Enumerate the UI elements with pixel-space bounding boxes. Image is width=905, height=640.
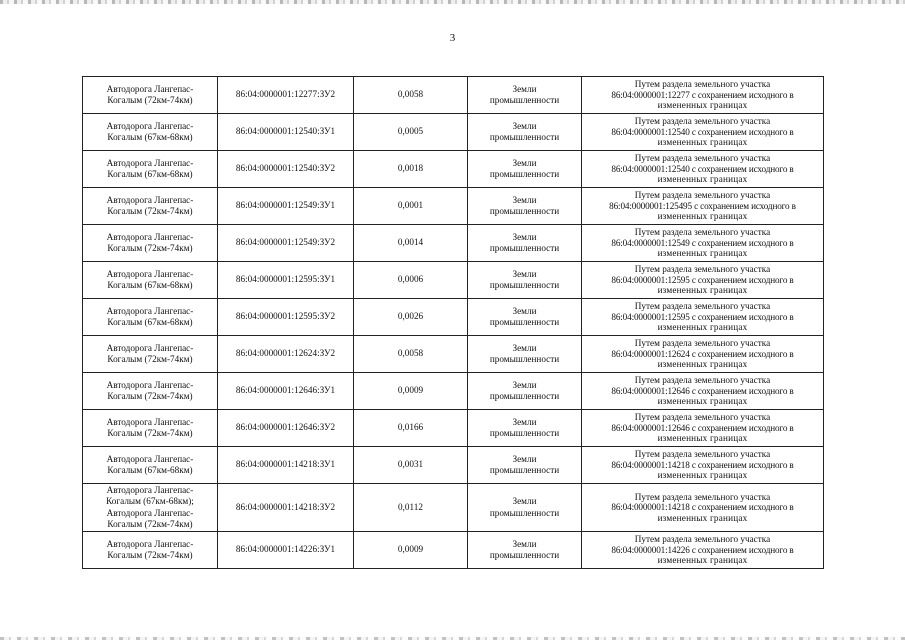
road-name-line: Когалым (72км-74км) (107, 391, 193, 401)
land-category-cell (468, 532, 582, 569)
road-name-line: Автодорога Лангепас- (106, 453, 194, 464)
road-name-line: Когалым (67км-68км); (106, 496, 194, 507)
formation-method-line: 86:04:0000001:14218 с сохранением исходного в (611, 502, 794, 513)
formation-method-line: измененных границах (657, 470, 748, 481)
road-name-line: Когалым (72км-74км) (107, 95, 193, 105)
road-name-line: Автодорога Лангепас- (106, 194, 194, 205)
road-name-line: Когалым (72км-74км) (107, 206, 193, 216)
road-name-line: Когалым (72км-74км) (107, 243, 193, 253)
land-category-line: промышленности (489, 280, 560, 290)
road-name-line: Автодорога Лангепас- (106, 416, 194, 427)
formation-method-line: 86:04:0000001:12646 с сохранением исходного в (611, 422, 794, 433)
formation-method-cell (582, 484, 824, 532)
land-category-line: промышленности (489, 391, 560, 401)
table-row (83, 151, 824, 188)
area-cell: 0,0166 (354, 410, 468, 447)
land-category-cell (468, 151, 582, 188)
formation-method-line: Путем раздела земельного участка (634, 412, 771, 423)
table-row (83, 262, 824, 299)
land-category-line: Земли (512, 538, 537, 549)
cadastral-number-cell: 86:04:0000001:12595:ЗУ1 (218, 262, 354, 299)
area-cell: 0,0001 (354, 188, 468, 225)
land-category-line: промышленности (489, 428, 560, 438)
cadastral-number-cell: 86:04:0000001:12595:ЗУ2 (218, 299, 354, 336)
formation-method-line: 86:04:0000001:12549 с сохранением исходного в (611, 237, 794, 248)
road-name-cell (83, 447, 218, 484)
formation-method-cell (582, 299, 824, 336)
table-row (83, 373, 824, 410)
area-cell: 0,0009 (354, 532, 468, 569)
table-body (83, 77, 824, 569)
land-category-cell (468, 484, 582, 532)
road-name-line: Автодорога Лангепас- (106, 268, 194, 279)
road-name-line: Когалым (72км-74км) (107, 354, 193, 364)
land-category-cell (468, 336, 582, 373)
cadastral-number-cell: 86:04:0000001:12277:ЗУ2 (218, 77, 354, 114)
land-category-line: Земли (512, 231, 537, 242)
road-name-cell (83, 373, 218, 410)
formation-method-line: Путем раздела земельного участка (634, 491, 771, 502)
road-name-line: Автодорога Лангепас- (106, 538, 194, 549)
table-row (83, 484, 824, 532)
table-row (83, 225, 824, 262)
formation-method-line: измененных границах (657, 100, 748, 111)
road-name-cell (83, 262, 218, 299)
land-category-line: Земли (512, 379, 537, 390)
formation-method-line: 86:04:0000001:12277 с сохранением исходного в (611, 89, 794, 100)
formation-method-line: измененных границах (657, 248, 748, 259)
cadastral-number-cell: 86:04:0000001:14218:ЗУ1 (218, 447, 354, 484)
formation-method-line: 86:04:0000001:14218 с сохранением исходного в (611, 459, 794, 470)
land-category-cell (468, 447, 582, 484)
land-category-line: Земли (512, 496, 537, 507)
land-category-cell (468, 262, 582, 299)
formation-method-cell (582, 410, 824, 447)
formation-method-line: Путем раздела земельного участка (634, 338, 771, 349)
road-name-line: Автодорога Лангепас- (106, 83, 194, 94)
formation-method-line: Путем раздела земельного участка (634, 264, 771, 275)
area-cell: 0,0005 (354, 114, 468, 151)
formation-method-line: Путем раздела земельного участка (634, 227, 771, 238)
formation-method-line: измененных границах (657, 396, 748, 407)
table-row (83, 410, 824, 447)
formation-method-cell (582, 151, 824, 188)
road-name-line: Автодорога Лангепас- (106, 157, 194, 168)
cadastral-number-cell: 86:04:0000001:12540:ЗУ1 (218, 114, 354, 151)
table-row (83, 299, 824, 336)
cadastral-number-cell: 86:04:0000001:12646:ЗУ2 (218, 410, 354, 447)
road-name-cell (83, 225, 218, 262)
road-name-line: Когалым (67км-68км) (107, 465, 193, 475)
land-category-line: промышленности (489, 465, 560, 475)
land-category-line: промышленности (489, 243, 560, 253)
formation-method-line: измененных границах (657, 174, 748, 185)
formation-method-cell (582, 336, 824, 373)
area-cell: 0,0014 (354, 225, 468, 262)
formation-method-line: 86:04:0000001:12624 с сохранением исходного в (611, 348, 794, 359)
formation-method-line: Путем раздела земельного участка (634, 116, 771, 127)
table-row (83, 336, 824, 373)
land-category-line: промышленности (489, 354, 560, 364)
area-cell: 0,0009 (354, 373, 468, 410)
land-category-cell (468, 188, 582, 225)
land-category-line: промышленности (489, 132, 560, 142)
page-number: 3 (449, 32, 456, 44)
road-name-line: Когалым (67км-68км) (107, 132, 193, 142)
formation-method-cell (582, 532, 824, 569)
formation-method-line: измененных границах (657, 555, 748, 566)
formation-method-line: измененных границах (657, 211, 748, 222)
formation-method-line: Путем раздела земельного участка (634, 375, 771, 386)
land-category-cell (468, 225, 582, 262)
road-name-line: Когалым (67км-68км) (107, 280, 193, 290)
road-name-cell (83, 77, 218, 114)
formation-method-cell (582, 447, 824, 484)
area-cell: 0,0006 (354, 262, 468, 299)
formation-method-cell (582, 114, 824, 151)
land-category-line: Земли (512, 305, 537, 316)
road-name-cell (83, 188, 218, 225)
table-row (83, 447, 824, 484)
area-cell: 0,0112 (354, 484, 468, 532)
area-cell: 0,0058 (354, 336, 468, 373)
formation-method-line: измененных границах (657, 512, 748, 523)
cadastral-number-cell: 86:04:0000001:12549:ЗУ1 (218, 188, 354, 225)
cadastral-number-cell: 86:04:0000001:14218:ЗУ2 (218, 484, 354, 532)
road-name-line: Когалым (72км-74км) (107, 518, 193, 529)
land-category-cell (468, 77, 582, 114)
area-cell: 0,0058 (354, 77, 468, 114)
road-name-line: Когалым (72км-74км) (107, 550, 193, 560)
road-name-line: Когалым (67км-68км) (107, 169, 193, 179)
land-category-line: Земли (512, 194, 537, 205)
cadastral-number-cell: 86:04:0000001:12624:ЗУ2 (218, 336, 354, 373)
road-name-cell (83, 410, 218, 447)
formation-method-cell (582, 188, 824, 225)
land-category-line: Земли (512, 453, 537, 464)
cadastral-number-cell: 86:04:0000001:12646:ЗУ1 (218, 373, 354, 410)
land-category-line: Земли (512, 416, 537, 427)
area-cell: 0,0031 (354, 447, 468, 484)
land-category-cell (468, 373, 582, 410)
formation-method-line: Путем раздела земельного участка (634, 301, 771, 312)
land-category-line: промышленности (489, 550, 560, 560)
land-category-line: Земли (512, 268, 537, 279)
formation-method-line: 86:04:0000001:12540 с сохранением исходного в (611, 163, 794, 174)
formation-method-line: 86:04:0000001:12540 с сохранением исходного в (611, 126, 794, 137)
formation-method-line: Путем раздела земельного участка (634, 153, 771, 164)
table-row (83, 114, 824, 151)
area-cell: 0,0018 (354, 151, 468, 188)
formation-method-cell (582, 77, 824, 114)
road-name-cell (83, 484, 218, 532)
road-name-line: Когалым (72км-74км) (107, 428, 193, 438)
table-row (83, 77, 824, 114)
land-category-line: промышленности (489, 206, 560, 216)
table-row (83, 188, 824, 225)
road-name-cell (83, 532, 218, 569)
area-cell: 0,0026 (354, 299, 468, 336)
table-row (83, 532, 824, 569)
land-category-line: промышленности (489, 169, 560, 179)
land-category-line: промышленности (489, 95, 560, 105)
land-category-line: Земли (512, 342, 537, 353)
land-category-line: Земли (512, 120, 537, 131)
formation-method-line: Путем раздела земельного участка (634, 449, 771, 460)
formation-method-line: измененных границах (657, 433, 748, 444)
land-category-line: промышленности (489, 317, 560, 327)
land-category-cell (468, 299, 582, 336)
road-name-cell (83, 336, 218, 373)
formation-method-line: измененных границах (657, 137, 748, 148)
land-plots-table (82, 76, 824, 569)
formation-method-line: Путем раздела земельного участка (634, 79, 771, 90)
road-name-line: Автодорога Лангепас- (106, 231, 194, 242)
formation-method-line: 86:04:0000001:12646 с сохранением исходного в (611, 385, 794, 396)
cadastral-number-cell: 86:04:0000001:12549:ЗУ2 (218, 225, 354, 262)
road-name-line: Автодорога Лангепас- (106, 120, 194, 131)
road-name-line: Автодорога Лангепас- (106, 305, 194, 316)
formation-method-line: 86:04:0000001:12595 с сохранением исходного в (611, 311, 794, 322)
formation-method-cell (582, 225, 824, 262)
road-name-line: Автодорога Лангепас- (106, 342, 194, 353)
road-name-cell (83, 151, 218, 188)
road-name-line: Автодорога Лангепас- (106, 379, 194, 390)
cadastral-number-cell: 86:04:0000001:12540:ЗУ2 (218, 151, 354, 188)
land-category-line: Земли (512, 83, 537, 94)
road-name-line: Автодорога Лангепас- (106, 485, 194, 496)
formation-method-cell (582, 262, 824, 299)
formation-method-line: 86:04:0000001:12595 с сохранением исходного в (611, 274, 794, 285)
road-name-cell (83, 299, 218, 336)
formation-method-line: измененных границах (657, 359, 748, 370)
cadastral-number-cell: 86:04:0000001:14226:ЗУ1 (218, 532, 354, 569)
land-category-cell (468, 410, 582, 447)
formation-method-line: измененных границах (657, 322, 748, 333)
land-category-line: промышленности (489, 507, 560, 518)
formation-method-line: 86:04:0000001:14226 с сохранением исходного в (611, 544, 794, 555)
formation-method-line: измененных границах (657, 285, 748, 296)
formation-method-line: 86:04:0000001:125495 с сохранением исходного в (609, 200, 796, 211)
land-category-cell (468, 114, 582, 151)
formation-method-line: Путем раздела земельного участка (634, 190, 771, 201)
scan-top-edge (0, 0, 905, 4)
formation-method-line: Путем раздела земельного участка (634, 534, 771, 545)
land-category-line: Земли (512, 157, 537, 168)
road-name-line: Автодорога Лангепас- (106, 507, 194, 518)
formation-method-cell (582, 373, 824, 410)
road-name-line: Когалым (67км-68км) (107, 317, 193, 327)
road-name-cell (83, 114, 218, 151)
